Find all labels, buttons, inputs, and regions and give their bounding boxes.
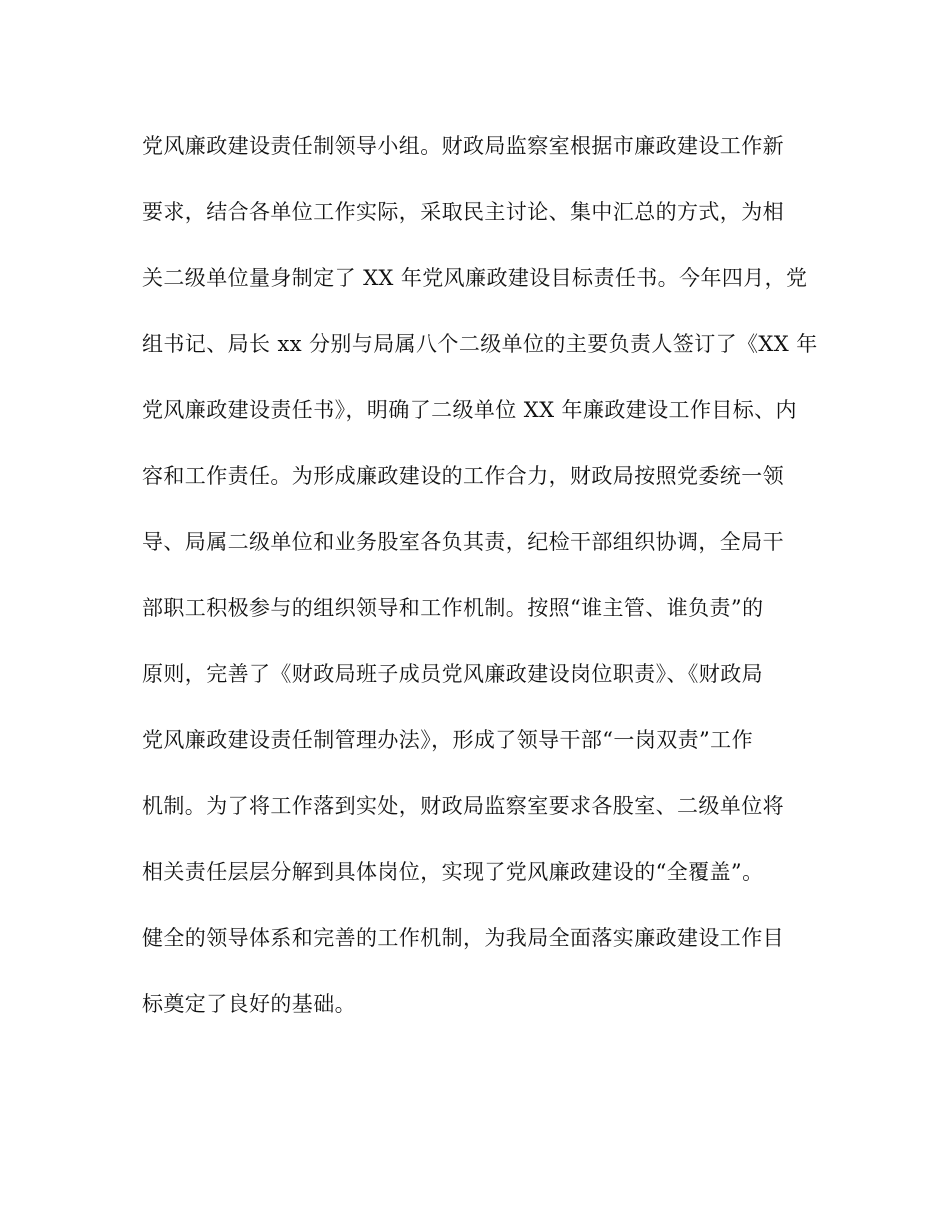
text-line: 标奠定了良好的基础。 [142, 992, 356, 1016]
text-line: 组书记、局长 xx 分别与局属八个二级单位的主要负责人签订了《XX 年 [142, 332, 818, 356]
text-line: 党风廉政建设责任制管理办法》，形成了领导干部“一岗双责”工作 [142, 728, 753, 752]
text-line: 原则，完善了《财政局班子成员党风廉政建设岗位职责》、《财政局 [142, 662, 763, 686]
text-line: 党风廉政建设责任制领导小组。财政局监察室根据市廉政建设工作新 [142, 134, 784, 158]
body-paragraph [142, 126, 822, 1050]
text-line: 机制。为了将工作落到实处，财政局监察室要求各股室、二级单位将 [142, 794, 784, 818]
text-line: 容和工作责任。为形成廉政建设的工作合力，财政局按照党委统一领 [142, 464, 784, 488]
text-line: 党风廉政建设责任书》，明确了二级单位 XX 年廉政建设工作目标、内 [142, 398, 797, 422]
text-line: 部职工积极参与的组织领导和工作机制。按照“谁主管、谁负责”的 [142, 596, 764, 620]
text-line: 关二级单位量身制定了 XX 年党风廉政建设目标责任书。今年四月，党 [142, 266, 808, 290]
text-line: 导、局属二级单位和业务股室各负其责，纪检干部组织协调，全局干 [142, 530, 784, 554]
text-line: 要求，结合各单位工作实际，采取民主讨论、集中汇总的方式，为相 [142, 200, 784, 224]
text-line: 相关责任层层分解到具体岗位，实现了党风廉政建设的“全覆盖”。 [142, 860, 764, 884]
text-line: 健全的领导体系和完善的工作机制，为我局全面落实廉政建设工作目 [142, 926, 784, 950]
